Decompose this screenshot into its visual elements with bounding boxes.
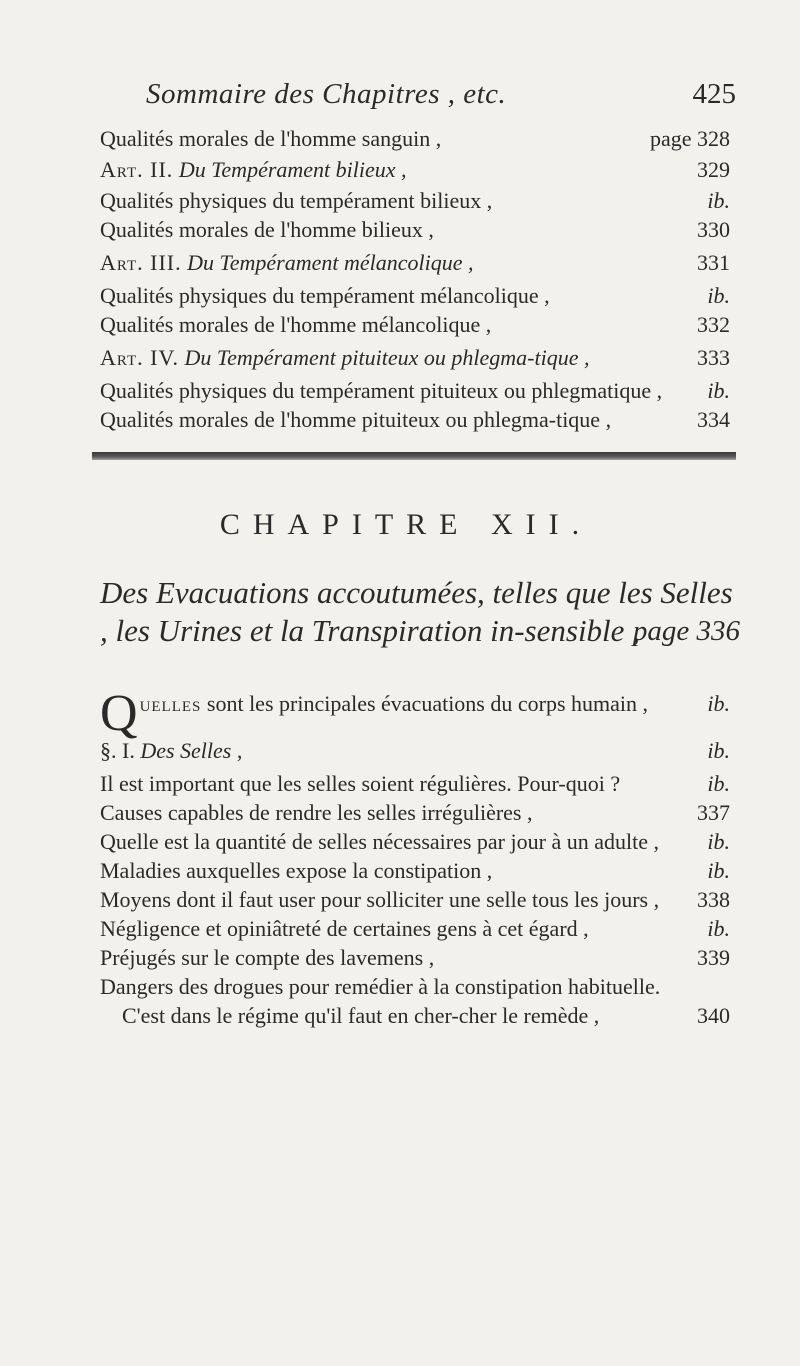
- toc-entry-page: ib.: [707, 283, 730, 308]
- toc-entry-page: 337: [697, 800, 730, 825]
- toc-entry-text: Moyens dont il faut user pour solliciter une selle tous les jours ,: [100, 887, 660, 912]
- toc-entry-page: ib.: [707, 916, 730, 941]
- toc-entry-page: 340: [697, 1003, 730, 1028]
- toc-entry: [100, 827, 730, 856]
- opening-word: uelles: [139, 691, 202, 716]
- toc-entry: [100, 798, 730, 827]
- toc-entry-text: Négligence et opiniâtreté de certaines gens à cet égard ,: [100, 916, 589, 941]
- toc-entry: [100, 914, 730, 943]
- toc-entry: [100, 376, 730, 405]
- toc-entry: [100, 405, 730, 434]
- toc-top-section: [100, 124, 730, 434]
- article-title: Du Tempérament bilieux ,: [178, 157, 407, 182]
- chapter-title-text: Des Evacuations accoutumées, telles que les Selles , les Urines et la Transpiration in-sensible ,: [100, 575, 733, 648]
- article-number: Art. IV.: [100, 345, 180, 370]
- toc-entry-text: Qualités morales de l'homme bilieux ,: [100, 217, 434, 242]
- toc-entry-text: Maladies auxquelles expose la constipation ,: [100, 858, 493, 883]
- toc-entry-page: 329: [697, 157, 730, 182]
- page-number: 425: [692, 78, 736, 110]
- toc-entry-page: 332: [697, 312, 730, 337]
- toc-entry-text: Préjugés sur le compte des lavemens ,: [100, 945, 435, 970]
- toc-entry-page: 339: [697, 945, 730, 970]
- toc-entry-page: 331: [697, 250, 730, 275]
- toc-entry: [100, 856, 730, 885]
- toc-entry-page: 334: [697, 407, 730, 432]
- toc-section-entry: [100, 736, 730, 765]
- toc-entry-page: ib.: [707, 738, 730, 763]
- page-header: [116, 78, 736, 118]
- toc-entry-text: Quelle est la quantité de selles nécessaires par jour à un adulte ,: [100, 829, 659, 854]
- toc-entry-page: page 328: [649, 126, 730, 151]
- toc-entry-page: 338: [697, 887, 730, 912]
- toc-entry-page: 333: [697, 345, 730, 370]
- article-title: Du Tempérament mélancolique ,: [187, 250, 474, 275]
- toc-entry-text: Qualités morales de l'homme sanguin ,: [100, 126, 442, 151]
- article-number: Art. III.: [100, 250, 182, 275]
- toc-entry-text: Qualités morales de l'homme mélancolique ,: [100, 312, 492, 337]
- toc-entry-page: ib.: [707, 829, 730, 854]
- toc-entry-text: Qualités morales de l'homme pituiteux ou phlegma-tique ,: [100, 407, 612, 432]
- toc-entry-text: Qualités physiques du tempérament bilieux ,: [100, 188, 493, 213]
- toc-entry: [100, 310, 730, 339]
- toc-entry-text: sont les principales évacuations du corps humain ,: [206, 691, 649, 716]
- chapter-page: page 336: [632, 615, 740, 647]
- toc-entry-page: ib.: [707, 771, 730, 796]
- toc-entry-page: ib.: [707, 858, 730, 883]
- toc-entry-page: ib.: [707, 691, 730, 716]
- toc-article-entry: [100, 343, 730, 372]
- toc-entry-text: Il est important que les selles soient régulières. Pour-quoi ?: [100, 771, 621, 796]
- chapter-heading: CHAPITRE XII.: [219, 508, 593, 541]
- toc-entry: [100, 124, 730, 153]
- ornamental-rule: [92, 452, 736, 460]
- section-number: §. I.: [100, 738, 135, 763]
- toc-entry: [100, 943, 730, 972]
- article-title: Du Tempérament pituiteux ou phlegma-tique ,: [184, 345, 590, 370]
- running-title: Sommaire des Chapitres , etc.: [146, 78, 507, 110]
- drop-cap: Q: [100, 685, 138, 742]
- toc-entry-page: ib.: [707, 378, 730, 403]
- article-number: Art. II.: [100, 157, 174, 182]
- toc-article-entry: [100, 155, 730, 184]
- toc-entry: [100, 281, 730, 310]
- section-title: Des Selles ,: [140, 738, 243, 763]
- toc-entry-text: Causes capables de rendre les selles irrégulières ,: [100, 800, 533, 825]
- toc-entry: [100, 972, 730, 1030]
- toc-entry: [100, 186, 730, 215]
- toc-entry-text: Qualités physiques du tempérament mélancolique ,: [100, 283, 550, 308]
- toc-entry: [100, 685, 730, 742]
- toc-entry: [100, 885, 730, 914]
- toc-article-entry: [100, 248, 730, 277]
- toc-entry-page: 330: [697, 217, 730, 242]
- chapter-title: [100, 574, 740, 650]
- toc-entry-text: Qualités physiques du tempérament pituiteux ou phlegmatique ,: [100, 378, 663, 403]
- toc-entry: [100, 215, 730, 244]
- toc-entry-page: ib.: [707, 188, 730, 213]
- toc-entry: [100, 769, 730, 798]
- toc-entry-text: Dangers des drogues pour remédier à la constipation habituelle. C'est dans le régime qu'il faut en cher-cher le remède ,: [100, 974, 661, 1028]
- toc-chapter-section: [100, 685, 730, 1030]
